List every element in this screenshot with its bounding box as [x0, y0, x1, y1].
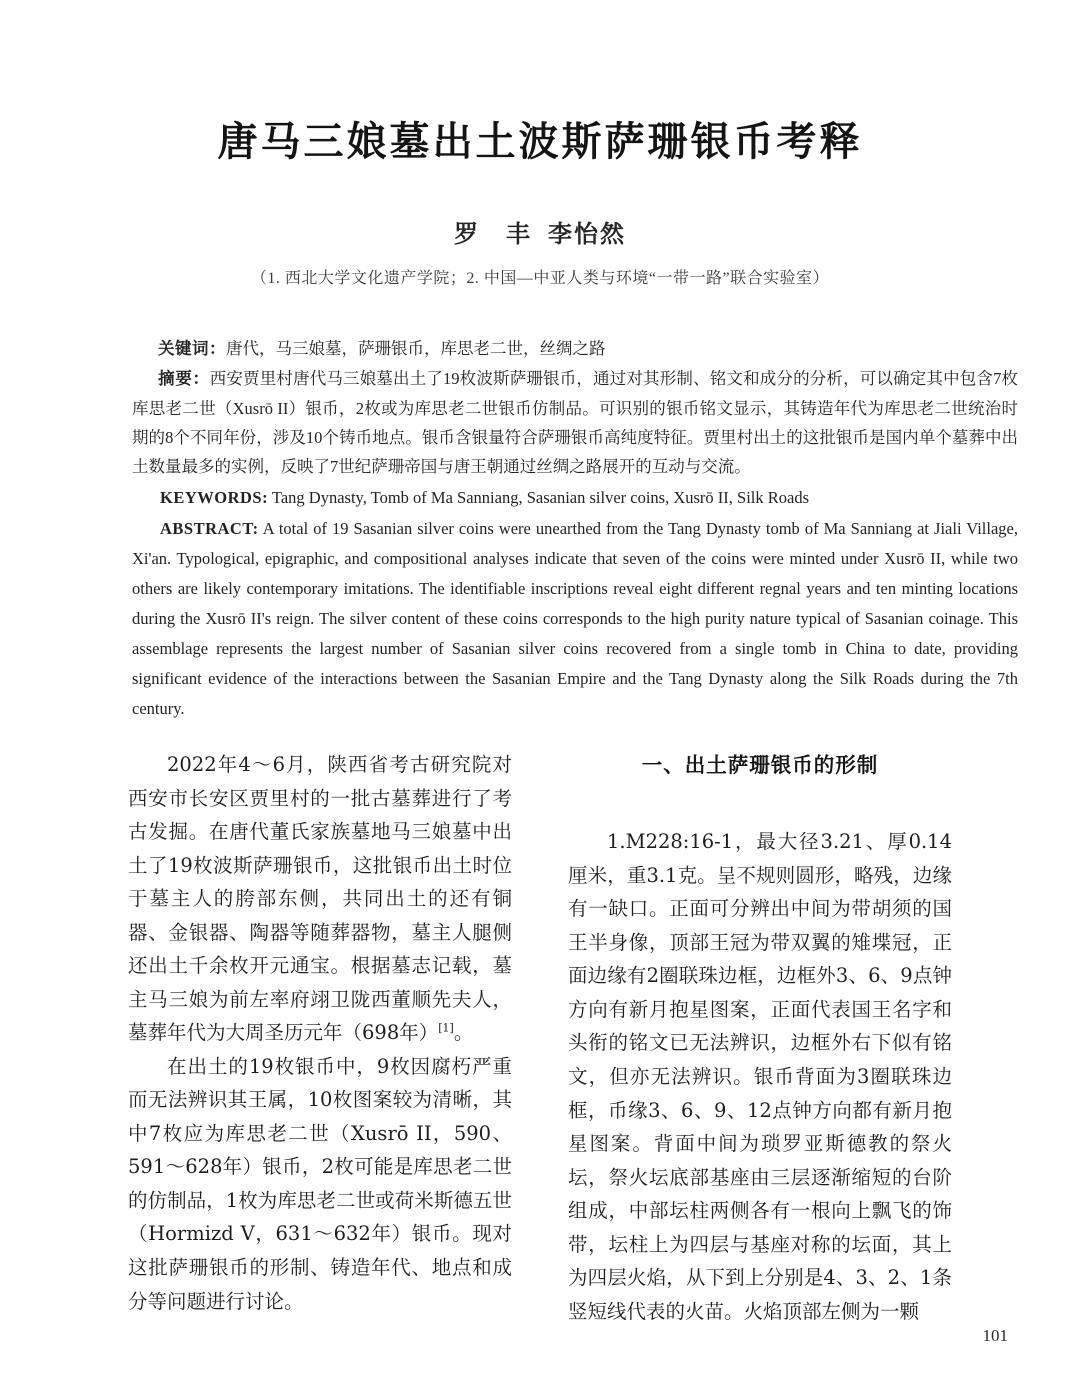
english-abstract-label: ABSTRACT:: [160, 518, 259, 538]
author-name-second: 李怡然: [548, 219, 626, 248]
left-paragraph-1-text: 2022年4～6月，陕西省考古研究院对西安市长安区贾里村的一批古墓葬进行了考古发掘。在唐代董氏家族墓地马三娘墓中出土了19枚波斯萨珊银币，这批银币出土时位于墓主人的胯部东侧，共同出土的还有铜器、金银器、陶器等随葬器物，墓主人腿侧还出土千余枚开元通宝。根据墓志记载，墓主马三娘为前左率府翊卫陇西董顺先夫人，墓葬年代为大周圣历元年（698年）: [128, 753, 512, 1045]
right-column-paragraph-1: 1.M228:16-1，最大径3.21、厚0.14厘米，重3.1克。呈不规则圆形，略残，边缘有一缺口。正面可分辨出中间为带胡须的国王半身像，顶部王冠为带双翼的雉堞冠，正面边缘有2圈联珠边框，边框外3、6、9点钟方向有新月抱星图案，正面代表国王名字和头衔的铭文已无法辨识，边框外右下似有铭文，但亦无法辨识。银币背面为3圈联珠边框，币缘3、6、9、12点钟方向都有新月抱星图案。背面中间为琐罗亚斯德教的祭火坛，祭火坛底部基座由三层逐渐缩短的台阶组成，中部坛柱两侧各有一根向上飘飞的饰带，坛柱上为四层与基座对称的坛面，其上为四层火焰，从下到上分别是4、3、2、1条竖短线代表的火苗。火焰顶部左侧为一颗: [568, 830, 952, 1323]
left-column-paragraph-1: [128, 748, 512, 1050]
english-keywords-label: KEYWORDS:: [160, 487, 269, 507]
chinese-abstract-label: 摘要：: [158, 369, 210, 389]
reference-marker-1[interactable]: [1]: [438, 1021, 454, 1035]
english-abstract-text: A total of 19 Sasanian silver coins were unearthed from the Tang Dynasty tomb of Ma Sanniang at Jiali Village, Xi'an. Typological, epigraphic, and compositional analyses indicate that seven of the coins were minted under Xusrō II, while two others are likely contemporary imitations. The identifiable inscriptions reveal eight different regnal years and ten minting locations during the Xusrō II's reign. The silver content of these coins corresponds to the high purity nature typical of Sasanian coinage. This assemblage represents the largest number of Sasanian silver coins recovered from a single tomb in China to date, providing significant evidence of the interactions between the Sasanian Empire and the Tang Dynasty along the Silk Roads during the 7th century.: [132, 518, 1018, 718]
author-name-first: 罗 丰: [454, 219, 532, 248]
english-keywords-line: [132, 483, 1018, 513]
chinese-abstract-paragraph: [132, 364, 1018, 481]
chinese-abstract-text: 西安贾里村唐代马三娘墓出土了19枚波斯萨珊银币，通过对其形制、铭文和成分的分析，可以确定其中包含7枚库思老二世（Xusrō II）银币，2枚或为库思老二世银币仿制品。可识别的银币铭文显示，其铸造年代为库思老二世统治时期的8个不同年份，涉及10个铸币地点。银币含银量符合萨珊银币高纯度特征。贾里村出土的这批银币是国内单个墓葬中出土数量最多的实例，反映了7世纪萨珊帝国与唐王朝通过丝绸之路展开的互动与交流。: [132, 369, 1019, 477]
left-column: [128, 748, 512, 1328]
right-column: [568, 748, 952, 1328]
page-number: 101: [982, 1326, 1008, 1345]
body-columns: [128, 748, 952, 1328]
left-paragraph-1-tail: 。: [453, 1021, 474, 1045]
english-abstract-paragraph: [132, 514, 1018, 724]
chinese-keywords-label: 关键词：: [158, 339, 226, 358]
author-list: [0, 214, 1080, 249]
page-title: 唐马三娘墓出土波斯萨珊银币考释: [217, 118, 863, 165]
english-keywords-text: Tang Dynasty, Tomb of Ma Sanniang, Sasanian silver coins, Xusrō II, Silk Roads: [271, 487, 810, 507]
abstract-section: [132, 334, 1018, 724]
section-heading-one: 一、出土萨珊银币的形制: [641, 753, 879, 777]
left-column-paragraph-2: 在出土的19枚银币中，9枚因腐朽严重而无法辨识其王属，10枚图案较为清晰，其中7枚应为库思老二世（Xusrō II，590、591～628年）银币，2枚可能是库思老二世的仿制品，1枚为库思老二世或荷米斯德五世（Hormizd V，631～632年）银币。现对这批萨珊银币的形制、铸造年代、地点和成分等问题进行讨论。: [128, 1054, 512, 1313]
chinese-keywords-line: [132, 334, 1018, 363]
author-affiliation: （1. 西北大学文化遗产学院；2. 中国—中亚人类与环境“一带一路”联合实验室）: [250, 270, 830, 287]
chinese-keywords-text: 唐代，马三娘墓，萨珊银币，库思老二世，丝绸之路: [226, 339, 606, 358]
